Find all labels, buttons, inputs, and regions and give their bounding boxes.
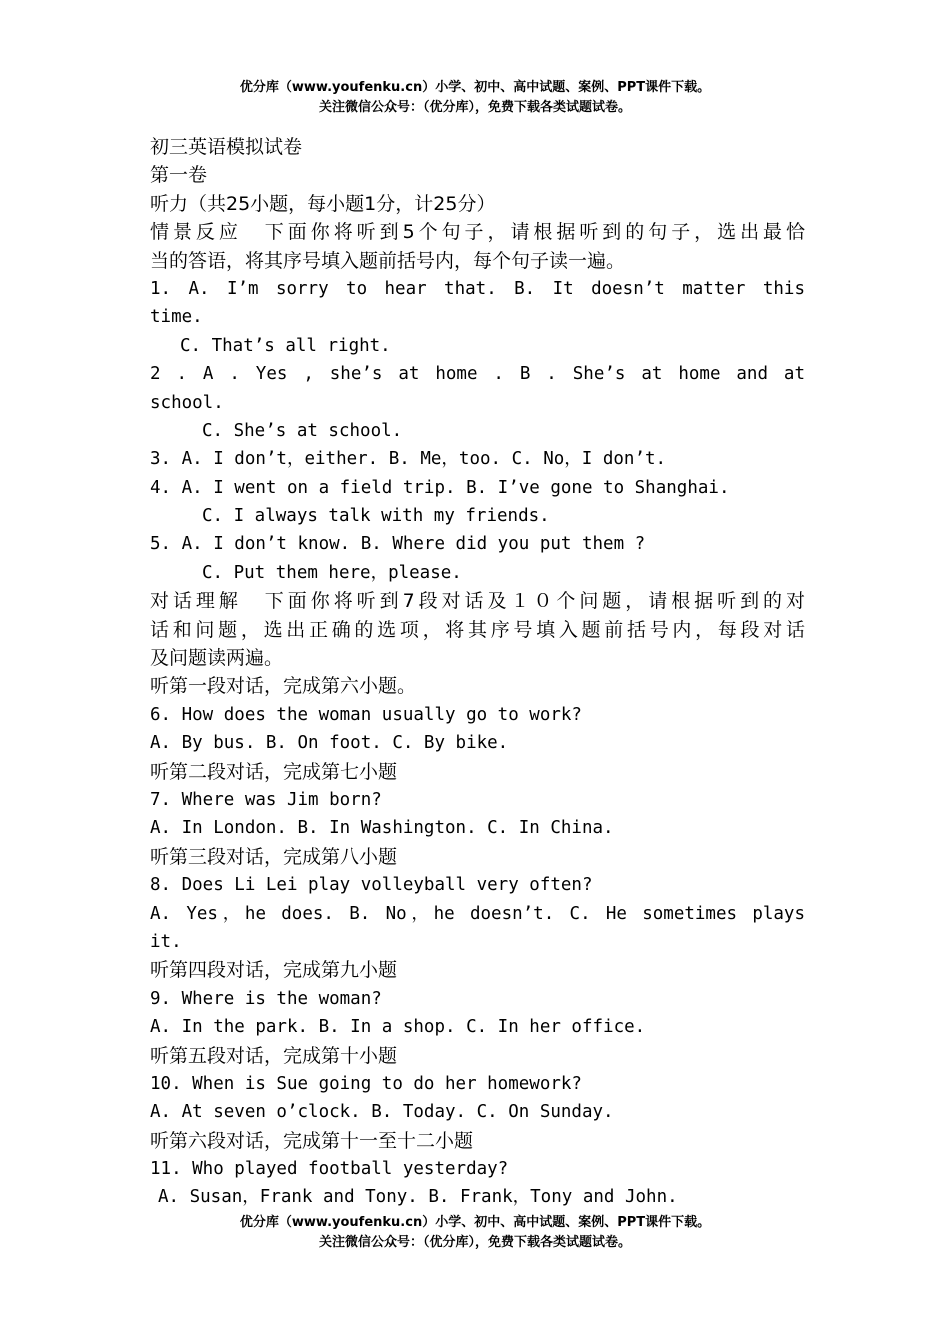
question-4-options: 4. A. I went on a field trip. B. I’ve gone to Shanghai.	[150, 477, 730, 498]
page-footer	[0, 1213, 950, 1253]
footer-line-2: 关注微信公众号：（优分库），免费下载各类试题试卷。	[318, 1235, 631, 1250]
footer-line-1: 优分库（www.youfenku.cn）小学、初中、高中试题、案例、PPT课件下载。	[239, 1215, 711, 1230]
question-1-options-cont: time.	[150, 307, 203, 328]
question-2-options-cont: school.	[150, 392, 224, 413]
question-2-options: 2 . A . Yes , she’s at home . B . She’s at home and at	[150, 364, 805, 385]
question-7-options: A. In London. B. In Washington. C. In China.	[150, 818, 614, 839]
instructions-dialogue-end: 及问题读两遍。	[150, 647, 284, 670]
question-6: 6. How does the woman usually go to work?	[150, 704, 582, 725]
question-8-options: A. Yes，he does. B. No，he doesn’t. C. He sometimes plays	[150, 903, 805, 924]
question-4-option-c: C. I always talk with my friends.	[202, 506, 550, 527]
question-2-option-c: C. She’s at school.	[202, 420, 403, 441]
exam-title: 初三英语模拟试卷	[150, 136, 303, 158]
question-10-options: A. At seven o’clock. B. Today. C. On Sunday.	[150, 1102, 614, 1123]
dialogue-5-heading: 听第五段对话，完成第十小题	[150, 1044, 398, 1067]
question-7: 7. Where was Jim born?	[150, 789, 382, 810]
question-8-options-cont: it.	[150, 931, 182, 952]
dialogue-2-heading: 听第二段对话，完成第七小题	[150, 760, 398, 783]
exam-body	[150, 133, 805, 1212]
question-11: 11. Who played football yesterday?	[150, 1159, 509, 1180]
header-line-2: 关注微信公众号：（优分库），免费下载各类试题试卷。	[318, 100, 631, 115]
instructions-dialogue-cont: 话和问题，选出正确的选项，将其序号填入题前括号内，每段对话	[150, 618, 805, 641]
instructions-situational-cont: 当的答语，将其序号填入题前括号内，每个句子读一遍。	[150, 249, 626, 272]
question-3-options: 3. A. I don’t，either. B. Me，too. C. No，I don’t.	[150, 449, 667, 470]
question-9: 9. Where is the woman?	[150, 988, 382, 1009]
question-5-options: 5. A. I don’t know. B. Where did you put them ?	[150, 534, 646, 555]
question-9-options: A. In the park. B. In a shop. C. In her office.	[150, 1017, 646, 1038]
dialogue-3-heading: 听第三段对话，完成第八小题	[150, 845, 398, 868]
dialogue-1-heading: 听第一段对话，完成第六小题。	[150, 675, 417, 698]
question-8: 8. Does Li Lei play volleyball very often?	[150, 875, 593, 896]
dialogue-4-heading: 听第四段对话，完成第九小题	[150, 959, 398, 982]
volume-heading: 第一卷	[150, 164, 208, 187]
question-6-options: A. By bus. B. On foot. C. By bike.	[150, 733, 509, 754]
question-1-options: 1. A. I’m sorry to hear that. B. It doesn’t matter this	[150, 278, 805, 299]
instructions-dialogue: 对话理解 下面你将听到7段对话及１０个问题，请根据听到的对	[150, 590, 805, 613]
header-line-1: 优分库（www.youfenku.cn）小学、初中、高中试题、案例、PPT课件下载。	[239, 80, 711, 95]
section-heading-listening: 听力（共25小题，每小题1分，计25分）	[150, 192, 496, 215]
dialogue-6-heading: 听第六段对话，完成第十一至十二小题	[150, 1129, 474, 1152]
question-1-option-c: C. That’s all right.	[180, 335, 391, 356]
question-10: 10. When is Sue going to do her homework?	[150, 1073, 582, 1094]
instructions-situational: 情景反应 下面你将听到5个句子，请根据听到的句子，选出最恰	[150, 221, 805, 244]
page-header	[0, 78, 950, 118]
question-5-option-c: C. Put them here，please.	[202, 562, 462, 583]
question-11-options: A. Susan，Frank and Tony. B. Frank，Tony and John.	[158, 1187, 678, 1208]
